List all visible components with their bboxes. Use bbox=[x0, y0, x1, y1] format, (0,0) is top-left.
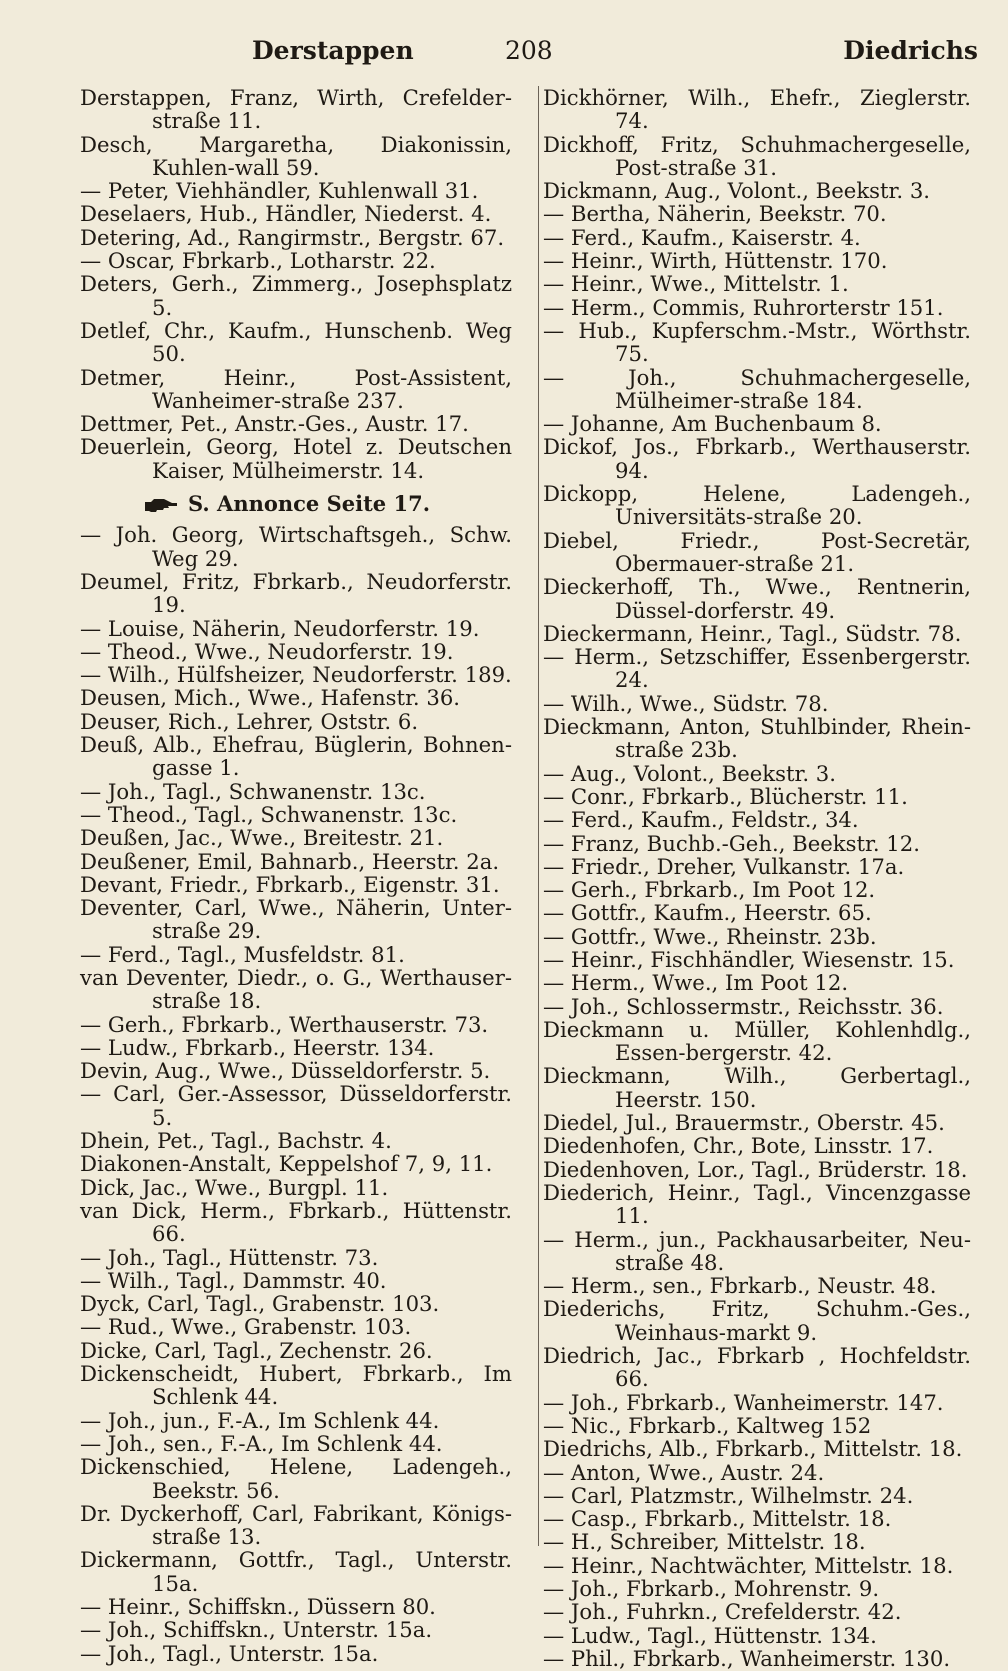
directory-entry: Deußener, Emil, Bahnarb., Heerstr. 2a. bbox=[80, 848, 500, 874]
directory-entry: — Herm., Setzschiffer, Essenbergerstr. 24. bbox=[543, 644, 971, 693]
directory-entry: Dickermann, Gottfr., Tagl., Unterstr. 15a. bbox=[80, 1547, 512, 1596]
directory-entry: Dickenscheidt, Hubert, Fbrkarb., Im Schlenk 44. bbox=[80, 1361, 512, 1410]
directory-entry: — Herm., Commis, Ruhrorterstr 151. bbox=[543, 294, 944, 320]
directory-entry: — Gerh., Fbrkarb., Im Poot 12. bbox=[543, 877, 876, 903]
directory-entry: — Rud., Wwe., Grabenstr. 103. bbox=[80, 1314, 412, 1340]
directory-entry: van Deventer, Diedr., o. G., Werthauser-straße 18. bbox=[80, 964, 512, 1014]
directory-entry: Deuser, Rich., Lehrer, Oststr. 6. bbox=[80, 708, 419, 734]
directory-entry: Desch, Margaretha, Diakonissin, Kuhlen-wall 59. bbox=[80, 131, 512, 180]
directory-entry: Detmer, Heinr., Post-Assistent, Wanheimer-straße 237. bbox=[80, 364, 512, 413]
directory-entry: — Carl, Platzmstr., Wilhelmstr. 24. bbox=[543, 1482, 914, 1508]
directory-entry: — Johanne, Am Buchenbaum 8. bbox=[543, 411, 882, 437]
directory-entry: — Wilh., Hülfsheizer, Neudorferstr. 189. bbox=[80, 662, 512, 688]
directory-entry: — Phil., Fbrkarb., Wanheimerstr. 130. bbox=[543, 1645, 951, 1671]
directory-entry: Diederichs, Fritz, Schuhm.-Ges., Weinhaus-markt 9. bbox=[543, 1296, 971, 1345]
directory-entry: Diedenhofen, Chr., Bote, Linsstr. 17. bbox=[543, 1133, 934, 1159]
header-right-keyword: Diedrichs bbox=[843, 36, 978, 65]
directory-entry: — Ferd., Kaufm., Kaiserstr. 4. bbox=[543, 224, 861, 250]
directory-entry: — Heinr., Wwe., Mittelstr. 1. bbox=[543, 271, 849, 297]
directory-entry: Dickof, Jos., Fbrkarb., Werthauserstr. 94. bbox=[543, 434, 971, 483]
directory-entry: — Casp., Fbrkarb., Mittelstr. 18. bbox=[543, 1506, 892, 1532]
directory-entry: Devin, Aug., Wwe., Düsseldorferstr. 5. bbox=[80, 1058, 491, 1084]
directory-entry: Diederich, Heinr., Tagl., Vincenzgasse 11. bbox=[543, 1179, 971, 1229]
directory-entry: — Joh., Tagl., Hüttenstr. 73. bbox=[80, 1244, 379, 1270]
annonce-text: S. Annonce Seite 17. bbox=[188, 491, 431, 517]
directory-entry: Devant, Friedr., Fbrkarb., Eigenstr. 31. bbox=[80, 871, 500, 897]
directory-entry: Dieckmann, Wilh., Gerbertagl., Heerstr. 150. bbox=[543, 1063, 971, 1112]
directory-entry: Dr. Dyckerhoff, Carl, Fabrikant, Königs-straße 13. bbox=[80, 1500, 512, 1550]
directory-entry: — Joh., jun., F.-A., Im Schlenk 44. bbox=[80, 1407, 440, 1433]
directory-entry: — Joh., Tagl., Unterstr. 15a. bbox=[80, 1640, 379, 1666]
directory-entry: Deußen, Jac., Wwe., Breitestr. 21. bbox=[80, 825, 444, 851]
directory-entry: Dickhoff, Fritz, Schuhmachergeselle, Post-straße 31. bbox=[543, 131, 971, 180]
directory-entry: — Aug., Volont., Beekstr. 3. bbox=[543, 760, 837, 786]
directory-entry: Dhein, Pet., Tagl., Bachstr. 4. bbox=[80, 1128, 392, 1154]
directory-entry: Deselaers, Hub., Händler, Niederst. 4. bbox=[80, 201, 492, 227]
directory-entry: — Herm., Wwe., Im Poot 12. bbox=[543, 970, 849, 996]
right-entries bbox=[543, 86, 971, 1670]
directory-entry: Deuerlein, Georg, Hotel z. Deutschen Kaiser, Mülheimerstr. 14. bbox=[80, 434, 512, 483]
directory-entry: Dickopp, Helene, Ladengeh., Universitäts-straße 20. bbox=[543, 481, 971, 530]
directory-entry: — Herm., sen., Fbrkarb., Neustr. 48. bbox=[543, 1273, 937, 1299]
directory-entry: — Theod., Wwe., Neudorferstr. 19. bbox=[80, 638, 454, 664]
directory-entry: — Anton, Wwe., Austr. 24. bbox=[543, 1459, 825, 1485]
directory-entry: — Friedr., Dreher, Vulkanstr. 17a. bbox=[543, 853, 905, 879]
directory-entry: — Herm., jun., Packhausarbeiter, Neu-straße 48. bbox=[543, 1226, 971, 1275]
directory-entry: Dickmann, Aug., Volont., Beekstr. 3. bbox=[543, 178, 931, 204]
directory-entry: — Hub., Kupferschm.-Mstr., Wörthstr. 75. bbox=[543, 317, 971, 367]
directory-entry: Diedel, Jul., Brauermstr., Oberstr. 45. bbox=[543, 1110, 945, 1136]
directory-entry: Dieckmann u. Müller, Kohlenhdlg., Essen-bergerstr. 42. bbox=[543, 1016, 971, 1066]
pointing-hand-icon bbox=[144, 495, 178, 513]
directory-entry: — Heinr., Nachtwächter, Mittelstr. 18. bbox=[543, 1552, 954, 1578]
directory-entry: Diedenhoven, Lor., Tagl., Brüderstr. 18. bbox=[543, 1156, 968, 1182]
page-header bbox=[0, 36, 1008, 76]
annonce-notice bbox=[80, 492, 512, 515]
directory-entry: — Joh., Fuhrkn., Crefelderstr. 42. bbox=[543, 1599, 902, 1625]
directory-entry: — Conr., Fbrkarb., Blücherstr. 11. bbox=[543, 783, 908, 809]
directory-entry: — Ferd., Tagl., Musfeldstr. 81. bbox=[80, 941, 405, 967]
directory-entry: Dieckermann, Heinr., Tagl., Südstr. 78. bbox=[543, 620, 962, 646]
directory-entry: — Carl, Ger.-Assessor, Düsseldorferstr. 5. bbox=[80, 1081, 512, 1130]
directory-entry: — Joh., Fbrkarb., Wanheimerstr. 147. bbox=[543, 1389, 944, 1415]
directory-entry: — Nic., Fbrkarb., Kaltweg 152 bbox=[543, 1412, 872, 1438]
directory-entry: — Ludw., Tagl., Hüttenstr. 134. bbox=[543, 1622, 877, 1648]
directory-entry: Dieckmann, Anton, Stuhlbinder, Rhein-straße 23b. bbox=[543, 714, 971, 763]
directory-entry: Dickhörner, Wilh., Ehefr., Zieglerstr. 74. bbox=[543, 85, 971, 134]
directory-entry: — Heinr., Fischhändler, Wiesenstr. 15. bbox=[543, 946, 955, 972]
directory-entry: — Heinr., Wirth, Hüttenstr. 170. bbox=[543, 248, 888, 274]
directory-entry: van Dick, Herm., Fbrkarb., Hüttenstr. 66. bbox=[80, 1197, 512, 1247]
directory-entry: Diakonen-Anstalt, Keppelshof 7, 9, 11. bbox=[80, 1151, 493, 1177]
directory-entry: Deters, Gerh., Zimmerg., Josephsplatz 5. bbox=[80, 271, 512, 320]
left-column bbox=[80, 86, 512, 1665]
left-entries-top bbox=[80, 86, 512, 482]
directory-entry: — Bertha, Näherin, Beekstr. 70. bbox=[543, 201, 887, 227]
directory-entry: — Ferd., Kaufm., Feldstr., 34. bbox=[543, 807, 859, 833]
directory-entry: — Wilh., Tagl., Dammstr. 40. bbox=[80, 1267, 387, 1293]
directory-entry: — Joh., Schlossermstr., Reichsstr. 36. bbox=[543, 993, 944, 1019]
directory-entry: Dicke, Carl, Tagl., Zechenstr. 26. bbox=[80, 1337, 433, 1363]
directory-entry: — Joh., Fbrkarb., Mohrenstr. 9. bbox=[543, 1576, 880, 1601]
right-column bbox=[538, 85, 971, 1671]
directory-entry: Dick, Jac., Wwe., Burgpl. 11. bbox=[80, 1174, 389, 1200]
directory-entry: — Ludw., Fbrkarb., Heerstr. 134. bbox=[80, 1034, 435, 1060]
left-entries-bottom bbox=[80, 523, 512, 1665]
page-number: 208 bbox=[505, 36, 553, 65]
directory-entry: Dieckerhoff, Th., Wwe., Rentnerin, Düssel-dorferstr. 49. bbox=[543, 574, 971, 623]
directory-entry: — Peter, Viehhändler, Kuhlenwall 31. bbox=[80, 178, 479, 204]
directory-entry: Diedrich, Jac., Fbrkarb , Hochfeldstr. 66. bbox=[543, 1343, 971, 1392]
directory-entry: — Gerh., Fbrkarb., Werthauserstr. 73. bbox=[80, 1011, 489, 1037]
directory-entry: — Wilh., Wwe., Südstr. 78. bbox=[543, 690, 829, 716]
directory-entry: — Gottfr., Kaufm., Heerstr. 65. bbox=[543, 900, 872, 926]
directory-entry: Diedrichs, Alb., Fbrkarb., Mittelstr. 18. bbox=[543, 1436, 963, 1462]
directory-entry: Dettmer, Pet., Anstr.-Ges., Austr. 17. bbox=[80, 411, 469, 437]
directory-entry: — Joh., sen., F.-A., Im Schlenk 44. bbox=[80, 1430, 443, 1456]
directory-entry: — Heinr., Schiffskn., Düssern 80. bbox=[80, 1594, 436, 1619]
directory-entry: Detering, Ad., Rangirmstr., Bergstr. 67. bbox=[80, 224, 505, 250]
directory-entry: — Joh. Georg, Wirtschaftsgeh., Schw. Weg 29. bbox=[80, 522, 512, 571]
directory-entry: Dickenschied, Helene, Ladengeh., Beekstr. 56. bbox=[80, 1454, 512, 1503]
directory-entry: — Joh., Schiffskn., Unterstr. 15a. bbox=[80, 1617, 433, 1643]
directory-entry: — Oscar, Fbrkarb., Lotharstr. 22. bbox=[80, 248, 436, 274]
directory-entry: — Franz, Buchb.-Geh., Beekstr. 12. bbox=[543, 830, 920, 856]
directory-entry: — Theod., Tagl., Schwanenstr. 13c. bbox=[80, 801, 458, 827]
directory-entry: — Joh., Schuhmachergeselle, Mülheimer-straße 184. bbox=[543, 364, 971, 413]
header-left-keyword: Derstappen bbox=[252, 36, 414, 65]
directory-entry: — Gottfr., Wwe., Rheinstr. 23b. bbox=[543, 923, 877, 949]
directory-entry: — Joh., Tagl., Schwanenstr. 13c. bbox=[80, 778, 426, 804]
directory-entry: Dyck, Carl, Tagl., Grabenstr. 103. bbox=[80, 1291, 440, 1317]
directory-entry: Detlef, Chr., Kaufm., Hunschenb. Weg 50. bbox=[80, 317, 512, 367]
directory-entry: Deumel, Fritz, Fbrkarb., Neudorferstr. 19. bbox=[80, 568, 512, 618]
directory-entry: Deventer, Carl, Wwe., Näherin, Unter-straße 29. bbox=[80, 895, 512, 944]
directory-entry: Derstappen, Franz, Wirth, Crefelder-straße 11. bbox=[80, 85, 512, 134]
directory-entry: — Louise, Näherin, Neudorferstr. 19. bbox=[80, 615, 480, 641]
directory-entry: Deuß, Alb., Ehefrau, Büglerin, Bohnen-gasse 1. bbox=[80, 732, 512, 781]
directory-entry: Deusen, Mich., Wwe., Hafenstr. 36. bbox=[80, 685, 461, 711]
directory-entry: — H., Schreiber, Mittelstr. 18. bbox=[543, 1529, 866, 1555]
directory-entry: Diebel, Friedr., Post-Secretär, Obermauer-straße 21. bbox=[543, 527, 971, 576]
